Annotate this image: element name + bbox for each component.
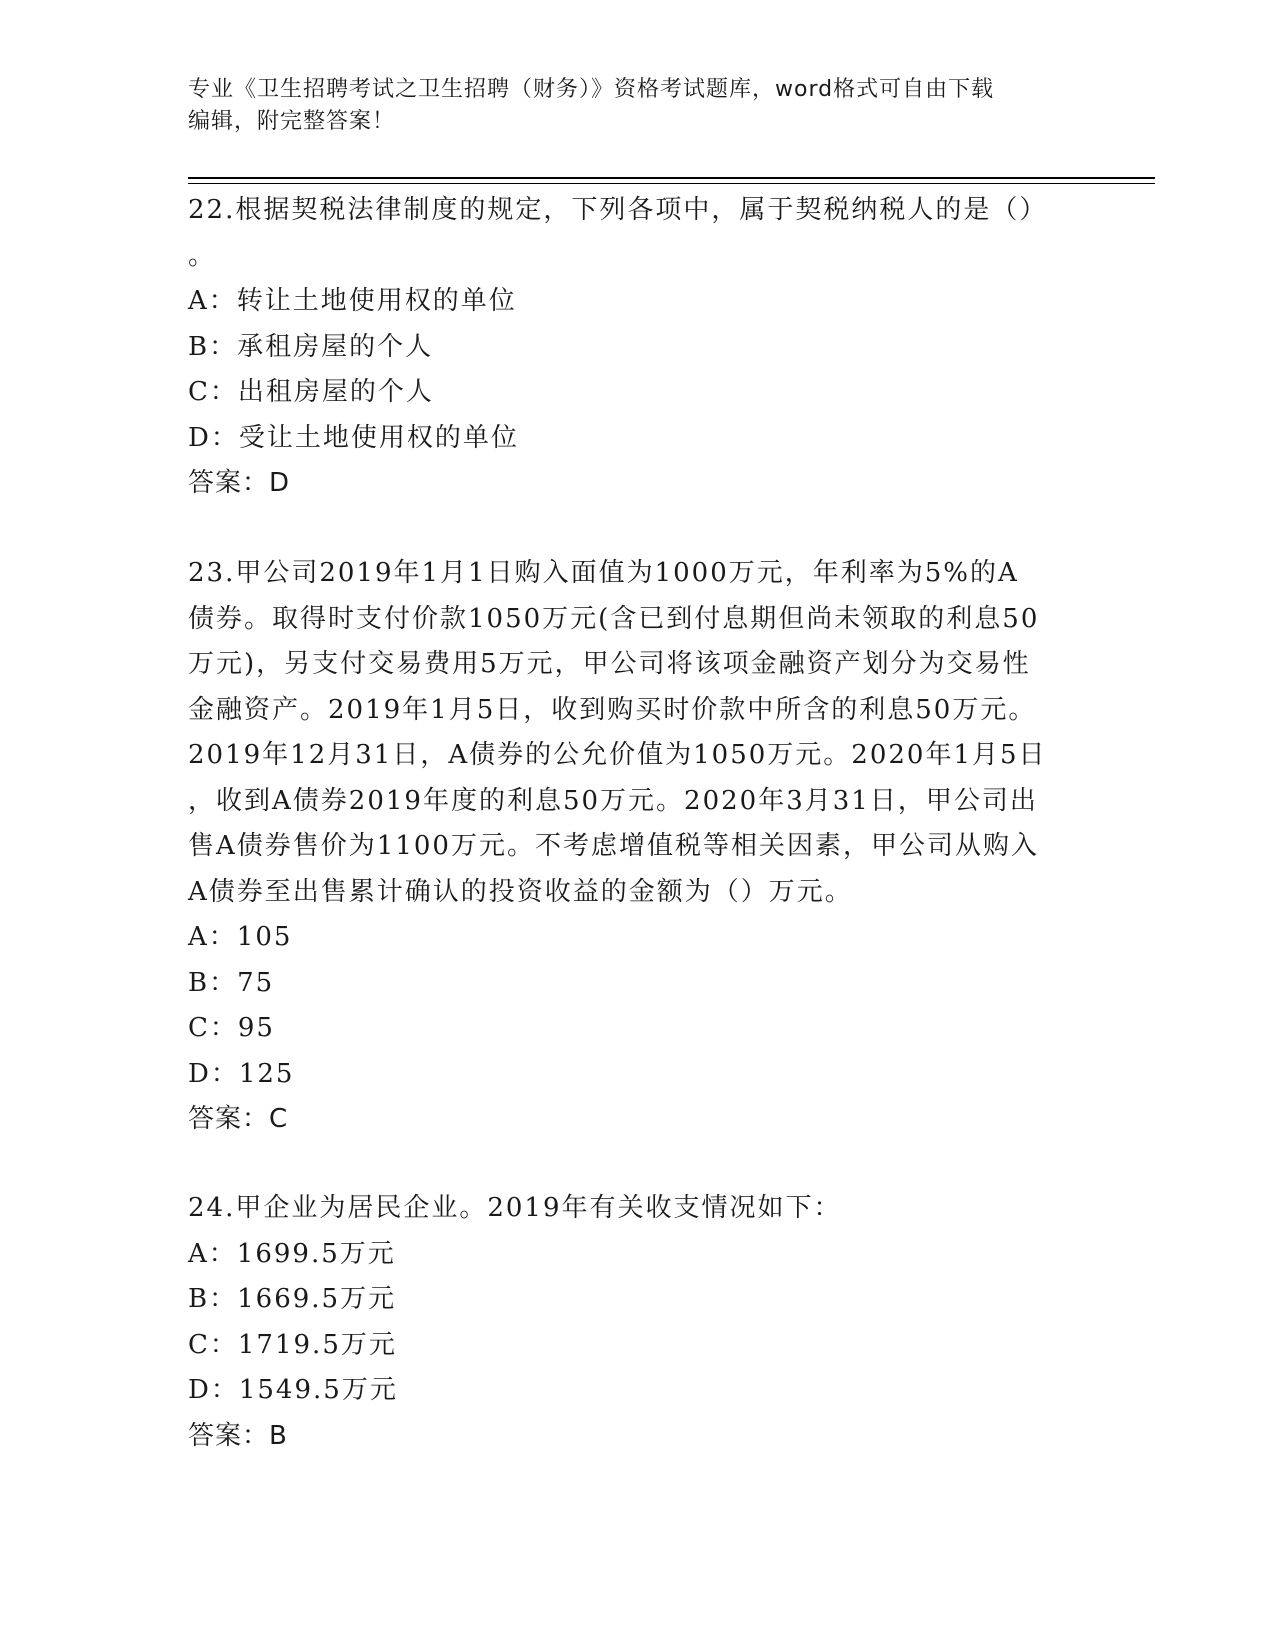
header-divider-thick (188, 177, 1155, 179)
header-line: 编辑，附完整答案！ (188, 109, 396, 134)
option-d: D：125 (188, 1058, 295, 1089)
question-stem-line: 23.甲公司2019年1月1日购入面值为1000万元，年利率为5%的A (188, 558, 1019, 588)
option-b: B：75 (188, 967, 275, 998)
question-23 (188, 551, 1088, 1143)
option-c: C：95 (188, 1013, 275, 1043)
question-stem-line: 。 (188, 240, 217, 271)
question-stem-line: 22.根据契税法律制度的规定，下列各项中，属于契税纳税人的是（） (188, 195, 1048, 225)
header-line: 专业《卫生招聘考试之卫生招聘（财务）》资格考试题库，word格式可自由下载 (188, 77, 995, 102)
answer: 答案：C (188, 1104, 289, 1134)
question-stem-line: 万元)，另支付交易费用5万元，甲公司将该项金融资产划分为交易性 (188, 649, 1031, 679)
question-24 (188, 1186, 1088, 1459)
question-stem-line: 2019年12月31日，A债券的公允价值为1050万元。2020年1月5日 (188, 740, 1047, 770)
question-stem-line: 售A债券售价为1100万元。不考虑增值税等相关因素，甲公司从购入 (188, 831, 1039, 861)
option-a: A：转让土地使用权的单位 (188, 286, 517, 316)
question-stem-line: 债券。取得时支付价款1050万元(含已到付息期但尚未领取的利息50 (188, 603, 1040, 634)
option-b: B：1669.5万元 (188, 1284, 397, 1314)
option-b: B：承租房屋的个人 (188, 331, 434, 362)
answer: 答案：B (188, 1420, 288, 1451)
question-22 (188, 188, 1088, 507)
option-c: C：出租房屋的个人 (188, 377, 434, 407)
question-stem-line: A债券至出售累计确认的投资收益的金额为（）万元。 (188, 876, 853, 907)
header-divider-thin (188, 183, 1155, 184)
option-c: C：1719.5万元 (188, 1329, 397, 1360)
document-header (188, 74, 1068, 138)
option-d: D：受让土地使用权的单位 (188, 422, 519, 453)
question-stem-line: 金融资产。2019年1月5日，收到购买时价款中所含的利息50万元。 (188, 694, 1037, 725)
option-d: D：1549.5万元 (188, 1375, 398, 1405)
option-a: A：105 (188, 922, 293, 952)
answer: 答案：D (188, 468, 291, 498)
option-a: A：1699.5万元 (188, 1238, 396, 1269)
question-stem-line: 24.甲企业为居民企业。2019年有关收支情况如下： (188, 1193, 842, 1223)
question-stem-line: ，收到A债券2019年度的利息50万元。2020年3月31日，甲公司出 (188, 785, 1038, 816)
